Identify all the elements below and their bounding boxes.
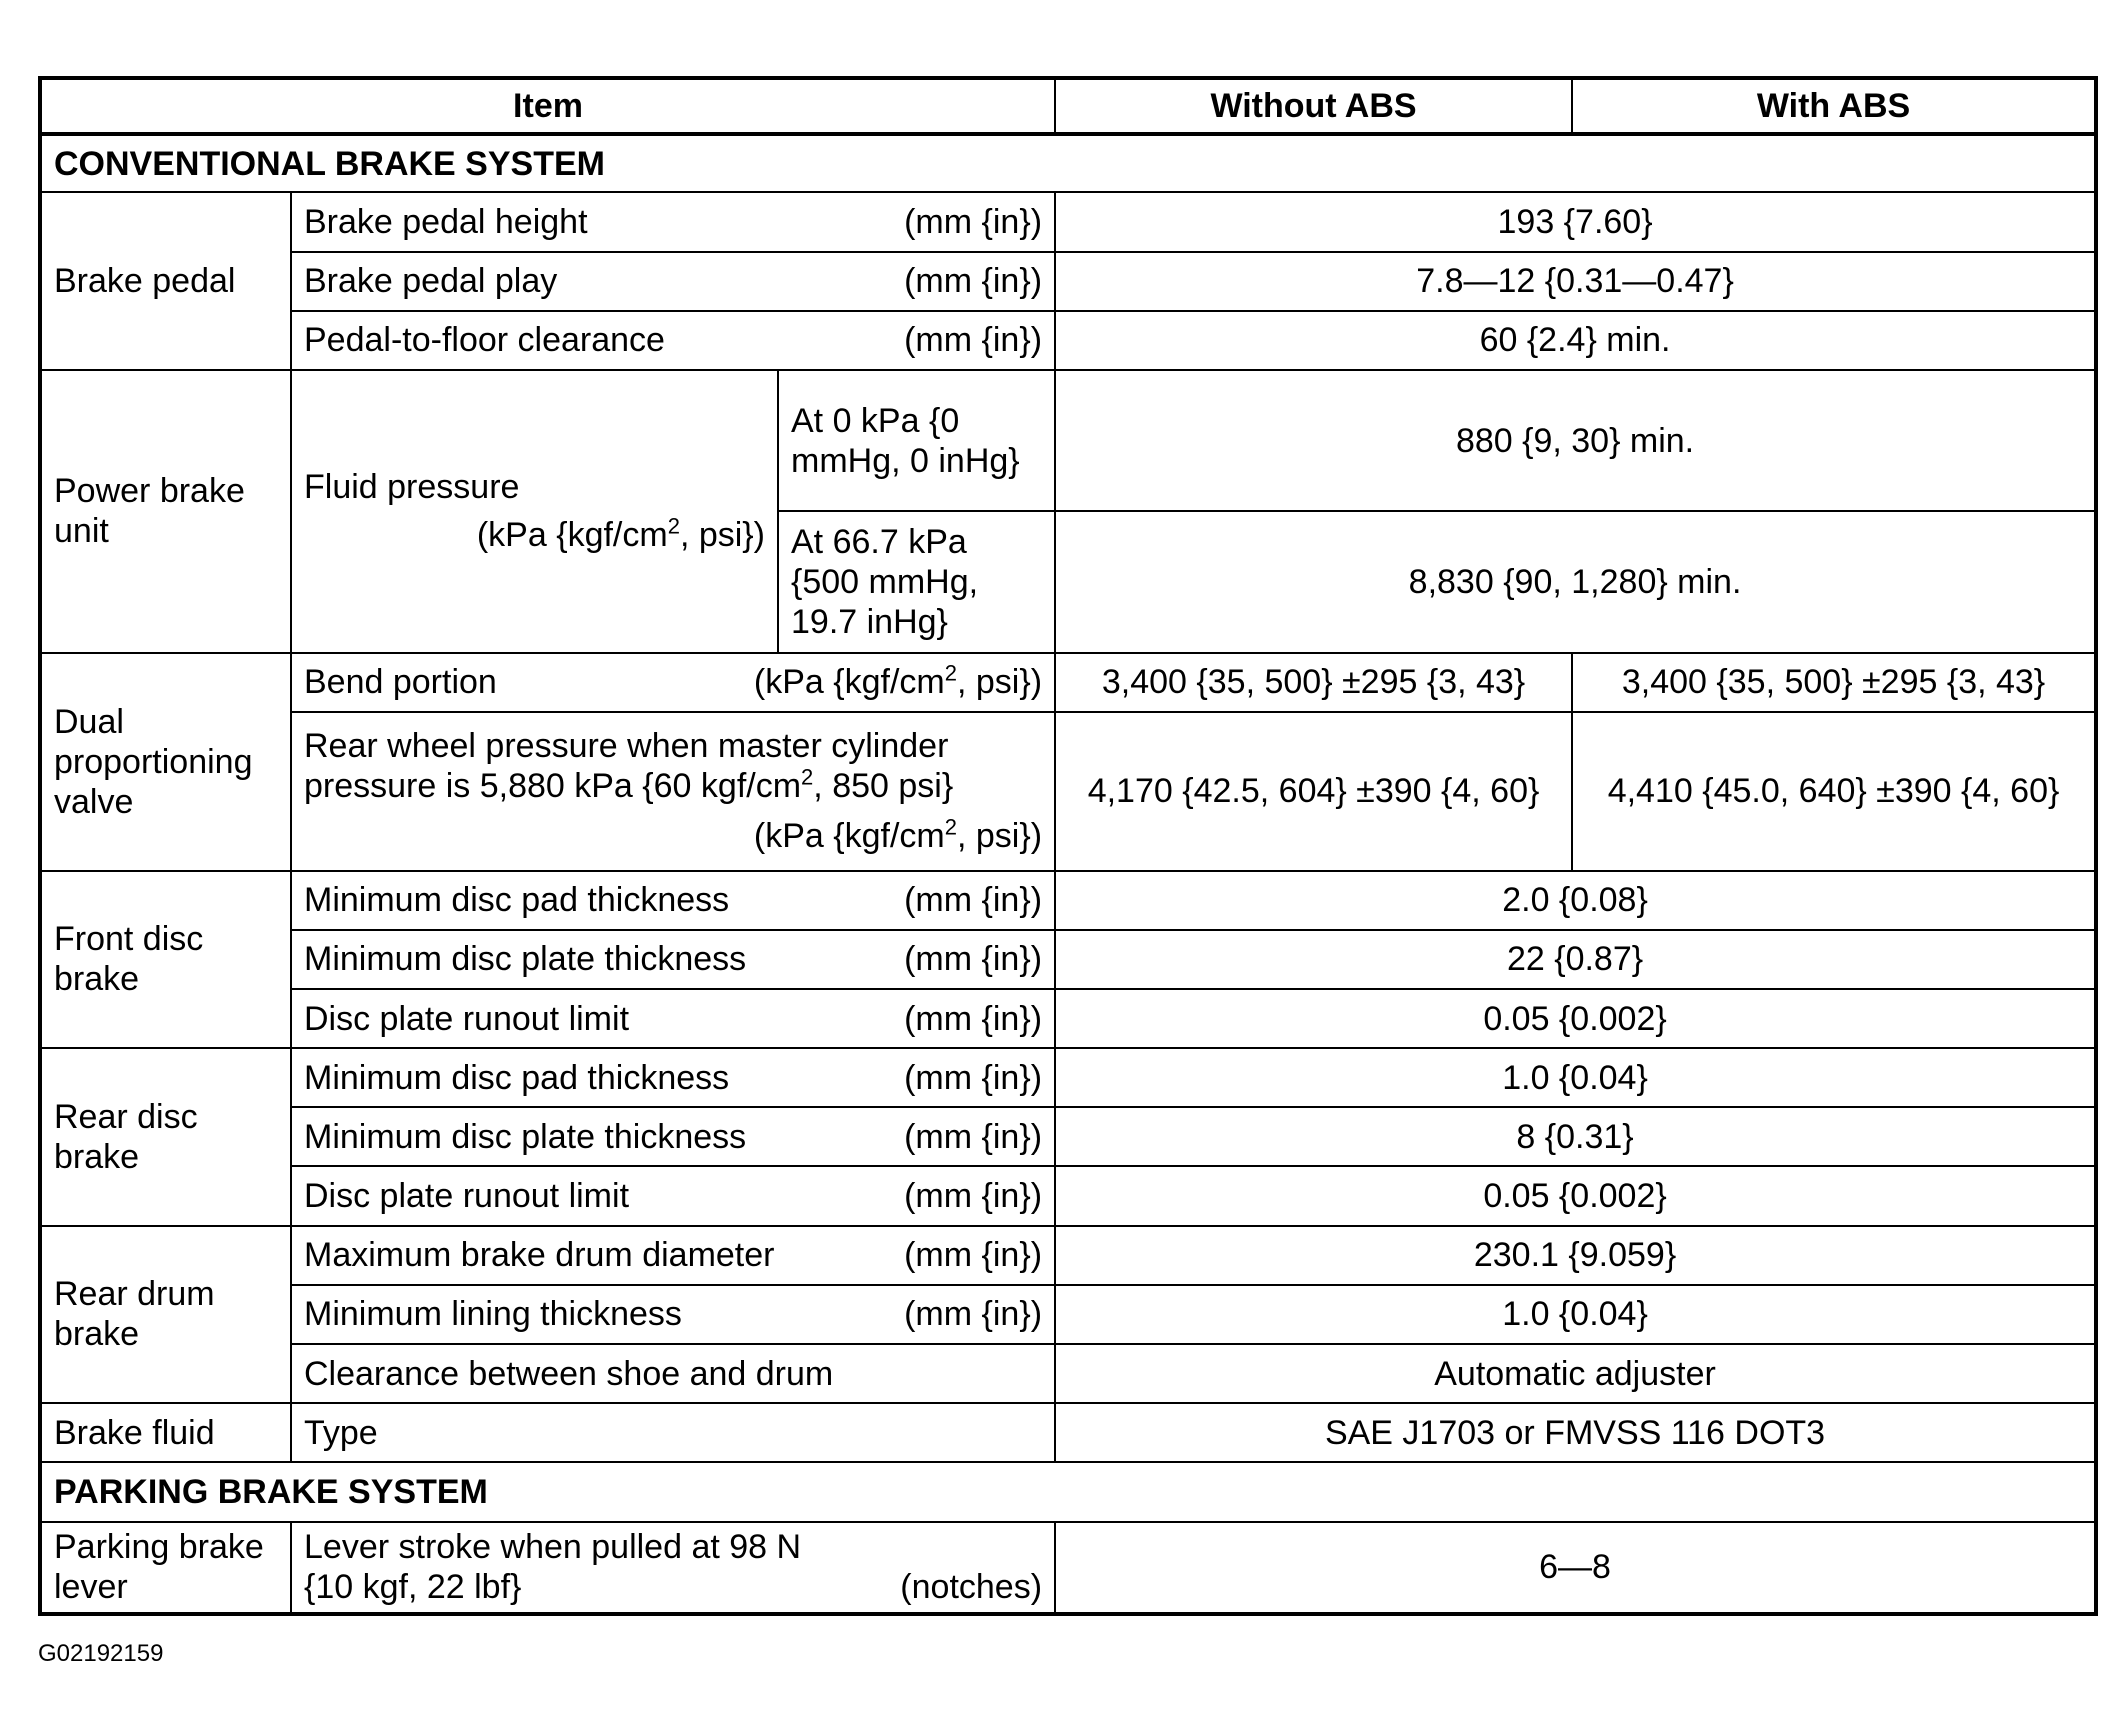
item-cell	[291, 653, 1055, 712]
item-label: Minimum disc plate thickness	[304, 940, 747, 979]
item-cell	[291, 1107, 1055, 1166]
item-label: Pedal-to-floor clearance	[304, 321, 665, 360]
item-cell	[291, 712, 1055, 871]
value-cell: 193 {7.60}	[1055, 192, 2096, 251]
figure-code: G02192159	[38, 1640, 164, 1667]
unit-label: (mm {in})	[904, 262, 1043, 301]
header-item: Item	[40, 78, 1055, 134]
group-label-rear-disc-brake: Rear disc brake	[40, 1048, 291, 1226]
value-cell-with-abs: 3,400 {35, 500} ±295 {3, 43}	[1572, 653, 2096, 712]
value-cell-without-abs: 3,400 {35, 500} ±295 {3, 43}	[1055, 653, 1572, 712]
item-cell	[291, 252, 1055, 311]
item-label: Disc plate runout limit	[304, 999, 630, 1038]
unit-label: (mm {in})	[904, 1236, 1043, 1275]
item-cell	[291, 311, 1055, 370]
item-cell	[291, 1226, 1055, 1285]
item-label: Disc plate runout limit	[304, 1177, 630, 1216]
item-cell	[291, 370, 778, 653]
table-row	[40, 930, 2096, 989]
group-label-front-disc-brake: Front disc brake	[40, 871, 291, 1049]
table-row	[40, 252, 2096, 311]
unit-label: (mm {in})	[904, 999, 1043, 1038]
value-cell: 60 {2.4} min.	[1055, 311, 2096, 370]
unit-label: (notches)	[900, 1568, 1043, 1607]
table-row	[40, 1285, 2096, 1344]
item-cell	[291, 192, 1055, 251]
group-label-dual-proportioning-valve: Dual proportioning valve	[40, 653, 291, 871]
table-row	[40, 712, 2096, 871]
unit-label: (mm {in})	[904, 940, 1043, 979]
value-cell-without-abs: 4,170 {42.5, 604} ±390 {4, 60}	[1055, 712, 1572, 871]
item-label: Bend portion	[304, 663, 497, 702]
item-label: Minimum disc plate thickness	[304, 1117, 747, 1156]
item-label-line: Rear wheel pressure when master cylinder	[304, 727, 949, 766]
section-row	[40, 1462, 2096, 1521]
item-label: Minimum disc pad thickness	[304, 1058, 730, 1097]
value-cell: 8,830 {90, 1,280} min.	[1055, 511, 2096, 652]
value-cell: 2.0 {0.08}	[1055, 871, 2096, 930]
header-with-abs: With ABS	[1572, 78, 2096, 134]
table-row	[40, 1522, 2096, 1614]
group-label-brake-fluid: Brake fluid	[40, 1403, 291, 1462]
item-label-line: pressure is 5,880 kPa {60 kgf/$cm^2$, 850 psi}	[304, 764, 954, 806]
unit-label: (mm {in})	[904, 321, 1043, 360]
table-row	[40, 1107, 2096, 1166]
group-label-parking-brake-lever: Parking brake lever	[40, 1522, 291, 1614]
unit-label: (mm {in})	[904, 1058, 1043, 1097]
value-cell: SAE J1703 or FMVSS 116 DOT3	[1055, 1403, 2096, 1462]
value-cell: 880 {9, 30} min.	[1055, 370, 2096, 511]
header-row	[40, 78, 2096, 134]
value-cell: 1.0 {0.04}	[1055, 1048, 2096, 1107]
unit-label: (mm {in})	[904, 881, 1043, 920]
item-cell	[291, 871, 1055, 930]
item-label: Minimum disc pad thickness	[304, 881, 730, 920]
value-cell: Automatic adjuster	[1055, 1344, 2096, 1403]
item-cell	[291, 1344, 1055, 1403]
unit-label: (mm {in})	[904, 1177, 1043, 1216]
table-row	[40, 192, 2096, 251]
table-row	[40, 311, 2096, 370]
item-label: Maximum brake drum diameter	[304, 1236, 775, 1275]
section-title-conventional: CONVENTIONAL BRAKE SYSTEM	[40, 134, 2096, 192]
item-label-line: Lever stroke when pulled at 98 N	[304, 1528, 802, 1567]
item-label: Brake pedal play	[304, 262, 558, 301]
item-label: Type	[291, 1403, 1055, 1462]
table-row	[40, 653, 2096, 712]
value-cell: 0.05 {0.002}	[1055, 1166, 2096, 1225]
unit-label: (mm {in})	[904, 202, 1043, 241]
item-cell	[291, 989, 1055, 1048]
unit-label: (kPa {$kgf/cm^2$, psi})	[753, 661, 1043, 702]
item-label: Minimum lining thickness	[304, 1295, 682, 1334]
brake-specifications-table	[38, 76, 2098, 1616]
value-cell: 1.0 {0.04}	[1055, 1285, 2096, 1344]
value-cell: 6—8	[1055, 1522, 2096, 1614]
item-cell	[291, 1285, 1055, 1344]
value-cell: 230.1 {9.059}	[1055, 1226, 2096, 1285]
group-label-rear-drum-brake: Rear drum brake	[40, 1226, 291, 1404]
table-row	[40, 1403, 2096, 1462]
item-cell	[291, 1522, 1055, 1614]
table-row	[40, 1166, 2096, 1225]
item-label: Clearance between shoe and drum	[304, 1354, 834, 1393]
header-without-abs: Without ABS	[1055, 78, 1572, 134]
section-row	[40, 134, 2096, 192]
condition-cell: At 0 kPa {0 mmHg, 0 inHg}	[778, 370, 1055, 511]
table-row	[40, 370, 2096, 511]
group-label-power-brake-unit: Power brake unit	[40, 370, 291, 653]
unit-label: (kPa {$kgf/cm^2$, psi})	[753, 814, 1043, 856]
group-label-brake-pedal: Brake pedal	[40, 192, 291, 370]
table-row	[40, 1048, 2096, 1107]
item-label: Brake pedal height	[304, 202, 588, 241]
unit-label: (kPa {$kgf/cm^2$, psi})	[476, 514, 765, 555]
unit-label: (mm {in})	[904, 1295, 1043, 1334]
table-row	[40, 1344, 2096, 1403]
item-cell	[291, 930, 1055, 989]
table-row	[40, 1226, 2096, 1285]
value-cell: 0.05 {0.002}	[1055, 989, 2096, 1048]
condition-cell: At 66.7 kPa {500 mmHg, 19.7 inHg}	[778, 511, 1055, 652]
value-cell: 22 {0.87}	[1055, 930, 2096, 989]
value-cell-with-abs: 4,410 {45.0, 640} ±390 {4, 60}	[1572, 712, 2096, 871]
item-label-line: {10 kgf, 22 lbf}	[304, 1568, 522, 1607]
table-row	[40, 871, 2096, 930]
value-cell: 7.8—12 {0.31—0.47}	[1055, 252, 2096, 311]
item-label: Fluid pressure	[304, 468, 520, 507]
item-cell	[291, 1166, 1055, 1225]
value-cell: 8 {0.31}	[1055, 1107, 2096, 1166]
table-row	[40, 989, 2096, 1048]
unit-label: (mm {in})	[904, 1117, 1043, 1156]
item-cell	[291, 1048, 1055, 1107]
section-title-parking: PARKING BRAKE SYSTEM	[40, 1462, 2096, 1521]
